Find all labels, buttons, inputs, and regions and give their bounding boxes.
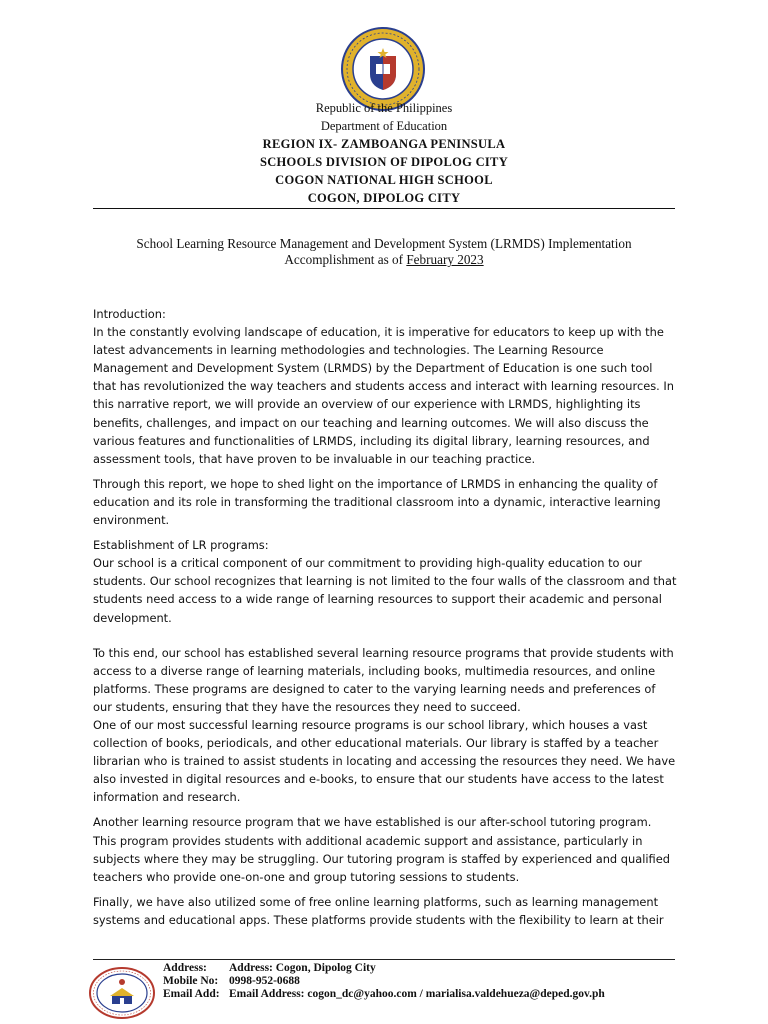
title-date: February 2023: [406, 252, 484, 267]
intro-paragraph-1: In the constantly evolving landscape of education, it is imperative for educators to keep up with the latest advancements in learning methodologies and technologies. The Learning Resource Management and Development System (LRMDS) by the Department of Education is one such tool that has revolutionized the way teachers and students access and interact with learning resources. In this narrative report, we will provide an overview of our experience with LRMDS, highlighting its benefits, challenges, and impact on our teaching and learning outcomes. We will also discuss the various features and functionalities of LRMDS, including its digital library, learning resources, and assessment tools, that have proven to be invaluable in our teaching practice.: [93, 325, 674, 466]
footer-mobile-row: [163, 975, 605, 988]
footer-address-row: [163, 962, 605, 975]
establishment-paragraph-1: Our school is a critical component of our commitment to providing high-quality education to our students. Our school recognizes that learning is not limited to the four walls of the classroom and that students need access to a wide range of learning resources to support their academic and personal development.: [93, 556, 677, 625]
header-republic: Republic of the Philippines: [315, 101, 453, 115]
header-divider: [93, 208, 675, 209]
title-line-1: School Learning Resource Management and Development System (LRMDS) Implementation: [136, 236, 632, 251]
header-city: COGON, DIPOLOG CITY: [307, 191, 461, 205]
establishment-paragraph-2: To this end, our school has established several learning resource programs that provide students with access to a diverse range of learning materials, including books, multimedia resources, and online platforms. These programs are designed to cater to the varying learning needs and preferences of our students, ensuring that they have the resources they need to succeed.: [93, 645, 674, 714]
title-line-2: [93, 252, 675, 268]
footer-email-value: Email Address: cogon_dc@yahoo.com / marialisa.valdehueza@deped.gov.ph: [229, 988, 605, 1000]
document-title: [93, 236, 675, 268]
school-seal-icon: [88, 966, 156, 1020]
footer-mobile-value: 0998-952-0688: [229, 975, 300, 987]
deped-seal-icon: [340, 26, 426, 112]
footer-address-value: Address: Cogon, Dipolog City: [229, 962, 376, 974]
establishment-paragraph-4: Another learning resource program that we have established is our after-school tutoring program. This program provides students with additional academic support and assistance, particularly in subjects where they may be struggling. Our tutoring program is staffed by experienced and qualified teachers who provide one-on-one and group tutoring sessions to students.: [93, 815, 670, 884]
footer-address-label: Address:: [163, 962, 207, 974]
intro-paragraph-2: Through this report, we hope to shed light on the importance of LRMDS in enhancing the quality of education and its role in transforming the traditional classroom into a dynamic, interactive learning environment.: [93, 476, 661, 528]
footer-email-label: Email Add:: [163, 988, 220, 1000]
establishment-heading: Establishment of LR programs:: [93, 538, 269, 553]
establishment-paragraph-3: One of our most successful learning resource programs is our school library, which houses a vast collection of books, periodicals, and other educational materials. Our library is staffed by a teacher librarian who is trained to assist students in locating and accessing the resources they need. We have also invested in digital resources and e-books, to ensure that our students have access to the latest information and research.: [93, 717, 676, 805]
header-school: COGON NATIONAL HIGH SCHOOL: [275, 173, 493, 187]
header-department: Department of Education: [320, 119, 448, 133]
footer-email-row: [163, 988, 605, 1001]
report-body: [93, 305, 677, 929]
header-region: REGION IX- ZAMBOANGA PENINSULA: [262, 137, 506, 151]
footer-divider: [93, 959, 675, 960]
header-division: SCHOOLS DIVISION OF DIPOLOG CITY: [259, 155, 509, 169]
footer-mobile-label: Mobile No:: [163, 975, 219, 987]
establishment-paragraph-5: Finally, we have also utilized some of free online learning platforms, such as learning management systems and educational apps. These platforms provide students with the flexibility to learn at their: [93, 894, 664, 927]
intro-heading: Introduction:: [93, 307, 166, 321]
title-prefix: Accomplishment as of: [284, 252, 407, 267]
footer-contact: [163, 962, 605, 1001]
